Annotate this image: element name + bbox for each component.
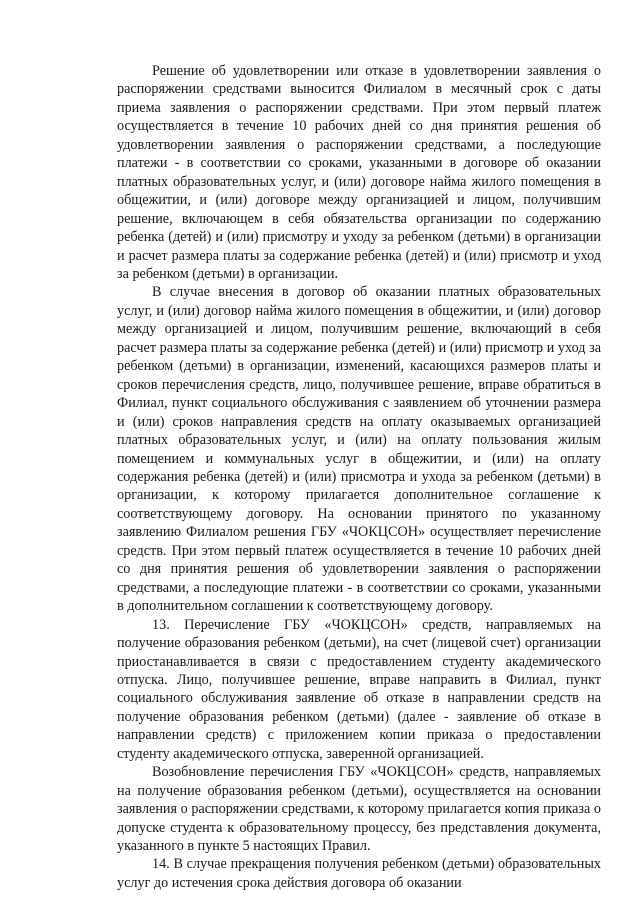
paragraph-item-14: 14. В случае прекращения получения ребенком (детьми) образовательных услуг до истечения срока действия договора об оказании: [117, 856, 601, 891]
paragraph-payment-decision: Решение об удовлетворении или отказе в удовлетворении заявления о распоряжении средствами выносится Филиалом в месячный срок с даты приема заявления о распоряжении средствами. При этом первый платеж осуществляется в течение 10 рабочих дней со дня принятия решения об удовлетворении заявления о распоряжении средствами, а последующие платежи - в соответствии со сроками, указанными в договоре об оказании платных образовательных услуг, и (или) договоре найма жилого помещения в общежитии, и (или) договоре между организацией и лицом, получившим решение, включающем в себя обязательства организации по содержанию ребенка (детей) и (или) присмотру и уходу за ребенком (детьми) в организации и расчет размера платы за содержание ребенка (детей) и (или) присмотр и уход за ребенком (детьми) в организации.: [117, 63, 601, 282]
paragraph-contract-changes: В случае внесения в договор об оказании платных образовательных услуг, и (или) договор найма жилого помещения в общежитии, и (или) договор между организацией и лицом, получившим решение, включающий в себя расчет размера платы за содержание ребенка (детей) и (или) присмотр и уход за ребенком (детьми) в организации, изменений, касающихся размеров платы и сроков перечисления средств, лицо, получившее решение, вправе обратиться в Филиал, пункт социального обслуживания с заявлением об уточнении размера и (или) сроков направления средств на оплату оказываемых организацией платных образовательных услуг, и (или) на оплату пользования жилым помещением и коммунальных услуг в общежитии, и (или) на оплату содержания ребенка (детей) и (или) присмотра и ухода за ребенком (детьми) в организации, к которому прилагается дополнительное соглашение к соответствующему договору. На основании принятого по указанному заявлению Филиалом решения ГБУ «ЧОКЦСОН» осуществляет перечисление средств. При этом первый платеж осуществляется в течение 10 рабочих дней со дня принятия решения об удовлетворении заявления о распоряжении средствами, а последующие платежи - в соответствии со сроками, указанными в дополнительном соглашении к соответствующему договору.: [117, 284, 601, 615]
document-page: [117, 62, 601, 892]
paragraph-resumption: Возобновление перечисления ГБУ «ЧОКЦСОН» средств, направляемых на получение образования ребенком (детьми), осуществляется на основании заявления о распоряжении средствами, к которому прилагается копия приказа о допуске студента к образовательному процессу, без представления документа, указанного в пункте 5 настоящих Правил.: [117, 764, 601, 855]
paragraph-item-13: 13. Перечисление ГБУ «ЧОКЦСОН» средств, направляемых на получение образования ребенком (детьми), на счет (лицевой счет) организации приостанавливается в связи с предоставлением студенту академического отпуска. Лицо, получившее решение, вправе направить в Филиал, пункт социального обслуживания заявление об отказе в направлении средств на получение образования ребенком (детьми) (далее - заявление об отказе в направлении средств) с приложением копии приказа о предоставлении студенту академического отпуска, заверенной организацией.: [117, 616, 601, 762]
